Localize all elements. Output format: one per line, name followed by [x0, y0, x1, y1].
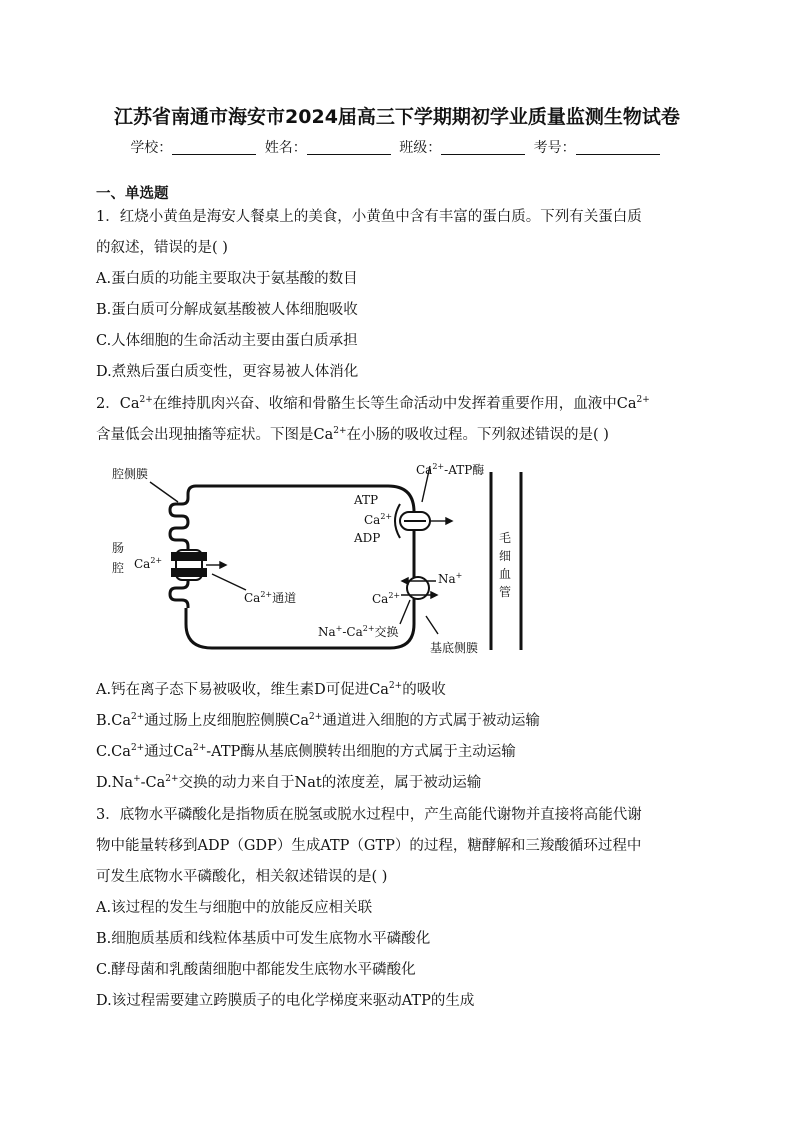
capillary-char-4: 管	[499, 585, 512, 599]
q1-option-b: B.蛋白质可分解成氨基酸被人体细胞吸收	[96, 302, 358, 318]
q2-stem-line1: 2．$Ca^{2+}$在维持肌肉兴奋、收缩和骨骼生长等生命活动中发挥着重要作用，血液中$Ca^{2+}$	[96, 395, 650, 412]
na-ca-exchanger	[407, 577, 429, 599]
school-blank[interactable]	[172, 140, 256, 155]
q1-option-d: D.煮熟后蛋白质变性，更容易被人体消化	[96, 364, 359, 380]
exchanger-label: $Na^+-Ca^{2+}$交换	[318, 624, 399, 639]
name-blank[interactable]	[307, 140, 391, 155]
class-label: 班级：	[399, 140, 442, 156]
q2-option-d: $D.Na^+-Ca^{2+}$交换的动力来自于Nat的浓度差，属于被动运输	[96, 774, 482, 791]
basolateral-label: 基底侧膜	[430, 641, 479, 655]
capillary-char-2: 细	[499, 549, 512, 563]
adp-label: ADP	[354, 531, 381, 545]
q3-option-d: D.该过程需要建立跨膜质子的电化学梯度来驱动ATP的生成	[96, 993, 475, 1009]
lumen-membrane-label: 腔侧膜	[112, 467, 149, 481]
q3-option-c: C.酵母菌和乳酸菌细胞中都能发生底物水平磷酸化	[96, 962, 416, 978]
pump-ca-label: $Ca^{2+}$	[364, 512, 393, 527]
calcium-absorption-diagram	[108, 458, 548, 658]
q2-stem-line2: 含量低会出现抽搐等症状。下图是$Ca^{2+}$在小肠的吸收过程。下列叙述错误的是( )	[96, 426, 609, 443]
q3-option-a: A.该过程的发生与细胞中的放能反应相关联	[96, 900, 373, 916]
q2-option-a: A.钙在离子态下易被吸收，维生素D可促进$Ca^{2+}$的吸收	[96, 681, 446, 698]
lumen-membrane-microvilli	[170, 486, 196, 608]
q1-option-a: A.蛋白质的功能主要取决于氨基酸的数目	[96, 271, 358, 287]
lumen-label-1: 肠	[112, 541, 125, 555]
number-label: 考号：	[533, 140, 576, 156]
q1-stem-line1: 1．红烧小黄鱼是海安人餐桌上的美食，小黄鱼中含有丰富的蛋白质。下列有关蛋白质	[96, 209, 642, 225]
capillary-char-3: 血	[499, 567, 512, 581]
q3-stem-line3: 可发生底物水平磷酸化，相关叙述错误的是( )	[96, 869, 388, 885]
student-info-row	[0, 137, 794, 157]
q3-option-b: B.细胞质基质和线粒体基质中可发生底物水平磷酸化	[96, 931, 431, 947]
q3-stem-line1: 3．底物水平磷酸化是指物质在脱氢或脱水过程中，产生高能代谢物并直接将高能代谢	[96, 807, 642, 823]
exam-title: 江苏省南通市海安市2024届高三下学期期初学业质量监测生物试卷	[114, 106, 680, 128]
number-blank[interactable]	[576, 140, 660, 155]
school-label: 学校：	[130, 140, 173, 156]
class-blank[interactable]	[441, 140, 525, 155]
lumen-label-2: 腔	[112, 561, 125, 575]
name-label: 姓名：	[264, 140, 307, 156]
ca-atpase-label: $Ca^{2+}$-ATP酶	[416, 462, 485, 477]
ca-channel	[172, 550, 206, 580]
na-label: Na+	[438, 571, 463, 586]
atp-label: ATP	[354, 493, 379, 507]
q1-stem-line2: 的叙述，错误的是( )	[96, 240, 228, 256]
ca-channel-label: $Ca^{2+}$通道	[244, 590, 297, 605]
q1-option-c: C.人体细胞的生命活动主要由蛋白质承担	[96, 333, 358, 349]
channel-ca-label: $Ca^{2+}$	[134, 556, 163, 571]
exchanger-ca-label: $Ca^{2+}$	[372, 591, 401, 606]
section-title: 一、单选题	[96, 186, 169, 202]
capillary-char-1: 毛	[499, 531, 512, 545]
q2-option-c: $C.Ca^{2+}$通过$Ca^{2+}$-ATP酶从基底侧膜转出细胞的方式属于主动运输	[96, 743, 516, 760]
q3-stem-line2: 物中能量转移到ADP（GDP）生成ATP（GTP）的过程，糖酵解和三羧酸循环过程中	[96, 838, 642, 854]
q2-option-b: $B.Ca^{2+}$通过肠上皮细胞腔侧膜$Ca^{2+}$通道进入细胞的方式属于被动运输	[96, 712, 540, 729]
